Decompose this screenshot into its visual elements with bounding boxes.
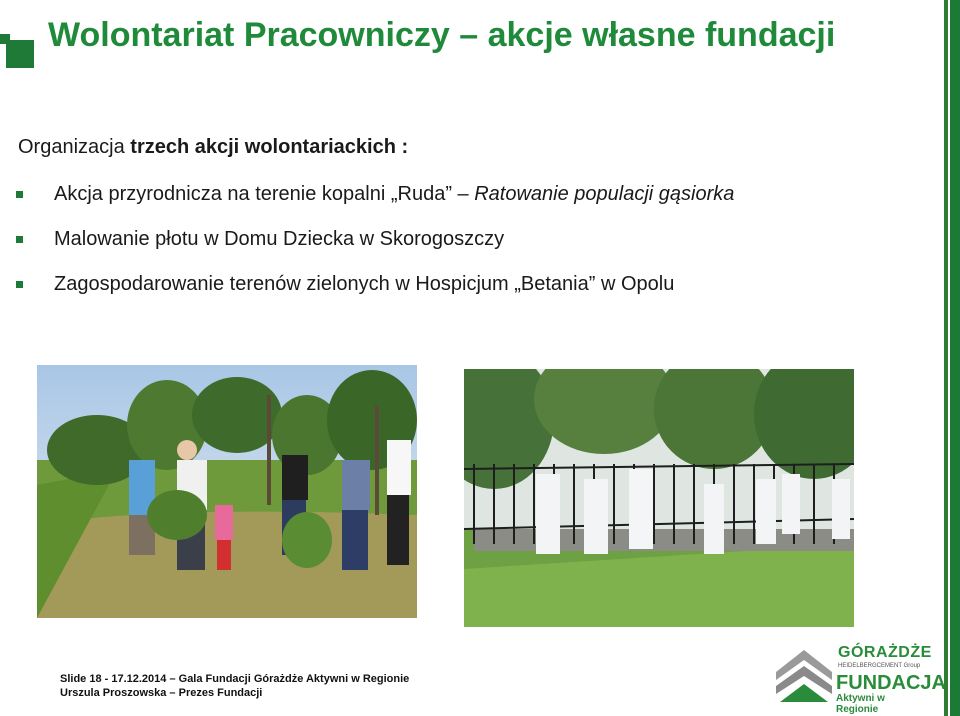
photo-nature-volunteers xyxy=(37,365,417,618)
footer xyxy=(60,672,409,700)
bullet-italic: Ratowanie populacji gąsiorka xyxy=(474,183,735,205)
logo-fund: FUNDACJA xyxy=(836,672,946,694)
intro-prefix: Organizacja xyxy=(18,136,131,158)
footer-line-1: Slide 18 - 17.12.2014 – Gala Fundacji Górażdże Aktywni w Regionie xyxy=(60,673,410,685)
foundation-logo xyxy=(774,642,946,715)
logo-chevron-icon xyxy=(774,644,834,704)
bullet-text: Malowanie płotu w Domu Dziecka w Skorogoszczy xyxy=(54,228,505,250)
footer-line-2: Urszula Proszowska – Prezes Fundacji xyxy=(60,687,263,699)
intro-bold: trzech akcji wolontariackich : xyxy=(130,136,409,158)
bullet-text: Zagospodarowanie terenów zielonych w Hospicjum „Betania” w Opolu xyxy=(54,273,675,295)
bullet-square-icon xyxy=(16,281,23,288)
photo-fence-painting xyxy=(464,369,854,627)
logo-brand: GÓRAŻDŻE xyxy=(838,644,932,661)
title-marker-square xyxy=(6,40,34,68)
bullet-square-icon xyxy=(16,236,23,243)
right-edge-bar xyxy=(944,0,960,716)
bullet-square-icon xyxy=(16,191,23,198)
logo-tag: Aktywni w Regionie xyxy=(836,693,885,715)
intro-line xyxy=(18,136,408,159)
bullet-text: Akcja przyrodnicza na terenie kopalni „Ruda” – xyxy=(54,183,475,205)
logo-sub: HEIDELBERGCEMENT Group xyxy=(838,663,921,669)
slide-title: Wolontariat Pracowniczy – akcje własne fundacji xyxy=(48,16,836,54)
